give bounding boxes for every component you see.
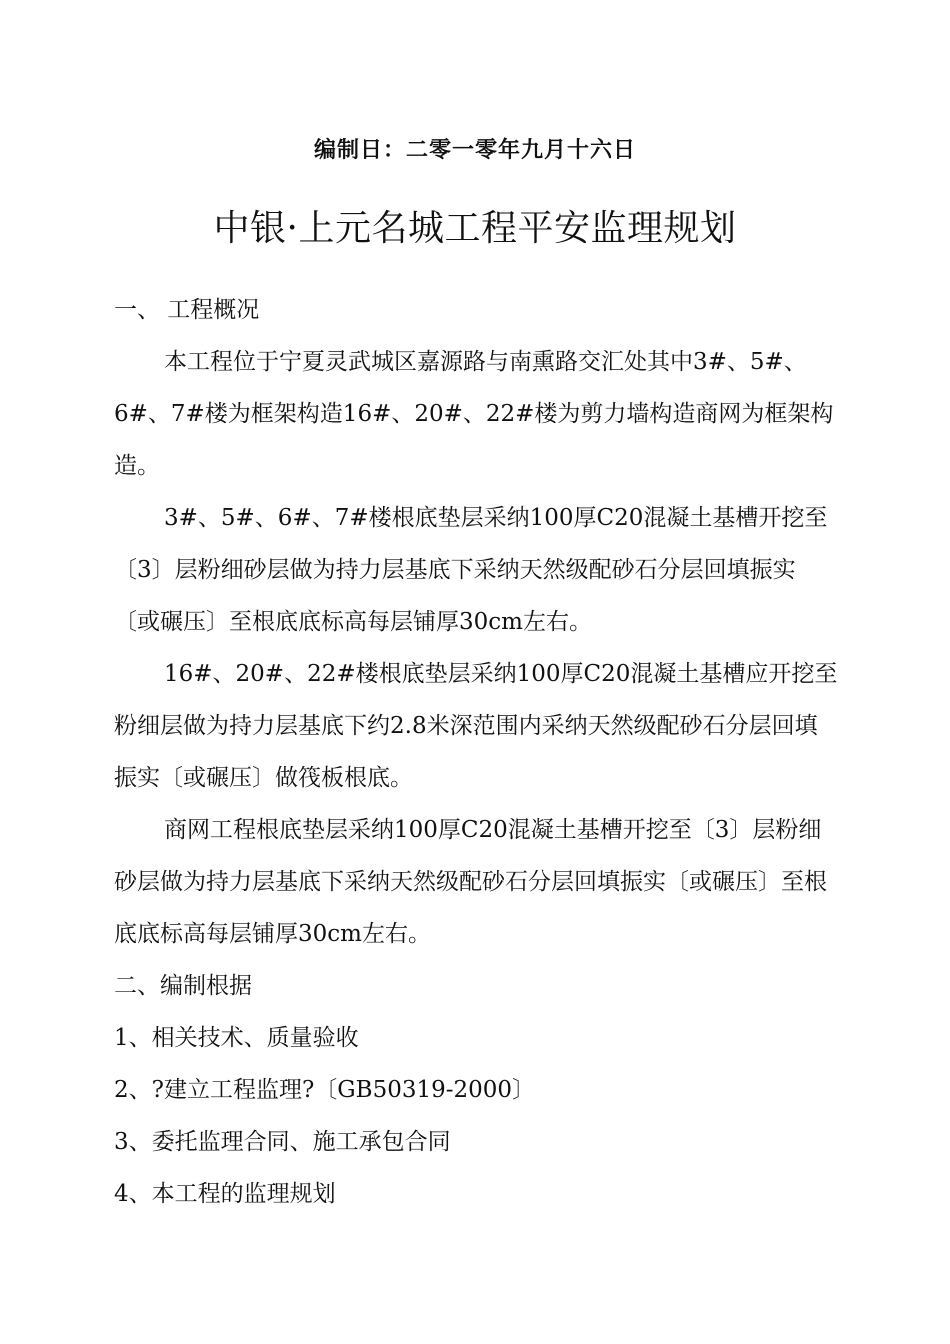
date-line: 编制日：二零一零年九月十六日	[313, 138, 636, 163]
section-heading-basis: 二、编制根据	[114, 973, 252, 999]
paragraph-foundation-commercial: 商网工程根底垫层采纳100厚C20混凝土基槽开挖至〔3〕层粉细砂层做为持力层基底下采纳天然级配砂石分层回填振实〔或碾压〕至根底底标高每层铺厚30cm左右。	[114, 817, 827, 947]
paragraph-foundation-3-5-6-7: 3#、5#、6#、7#楼根底垫层采纳100厚C20混凝土基槽开挖至〔3〕层粉细砂层做为持力层基底下采纳天然级配砂石分层回填振实〔或碾压〕至根底底标高每层铺厚30cm左右。	[114, 505, 828, 635]
paragraph-location: 本工程位于宁夏灵武城区嘉源路与南熏路交汇处其中3#、5#、6#、7#楼为框架构造16#、20#、22#楼为剪力墙构造商网为框架构造。	[114, 349, 834, 479]
list-item: 3、委托监理合同、施工承包合同	[114, 1129, 451, 1155]
document-title: 中银·上元名城工程平安监理规划	[213, 208, 737, 249]
document-body	[114, 284, 838, 1220]
list-item: 1、相关技术、质量验收	[114, 1025, 359, 1051]
list-item: 4、本工程的监理规划	[114, 1181, 336, 1207]
paragraph-foundation-16-20-22: 16#、20#、22#楼根底垫层采纳100厚C20混凝土基槽应开挖至粉细层做为持力层基底下约2.8米深范围内采纳天然级配砂石分层回填振实〔或碾压〕做筏板根底。	[114, 661, 838, 791]
list-item: 2、?建立工程监理?〔GB50319-2000〕	[114, 1077, 536, 1103]
section-heading-overview: 一、 工程概况	[114, 297, 260, 323]
